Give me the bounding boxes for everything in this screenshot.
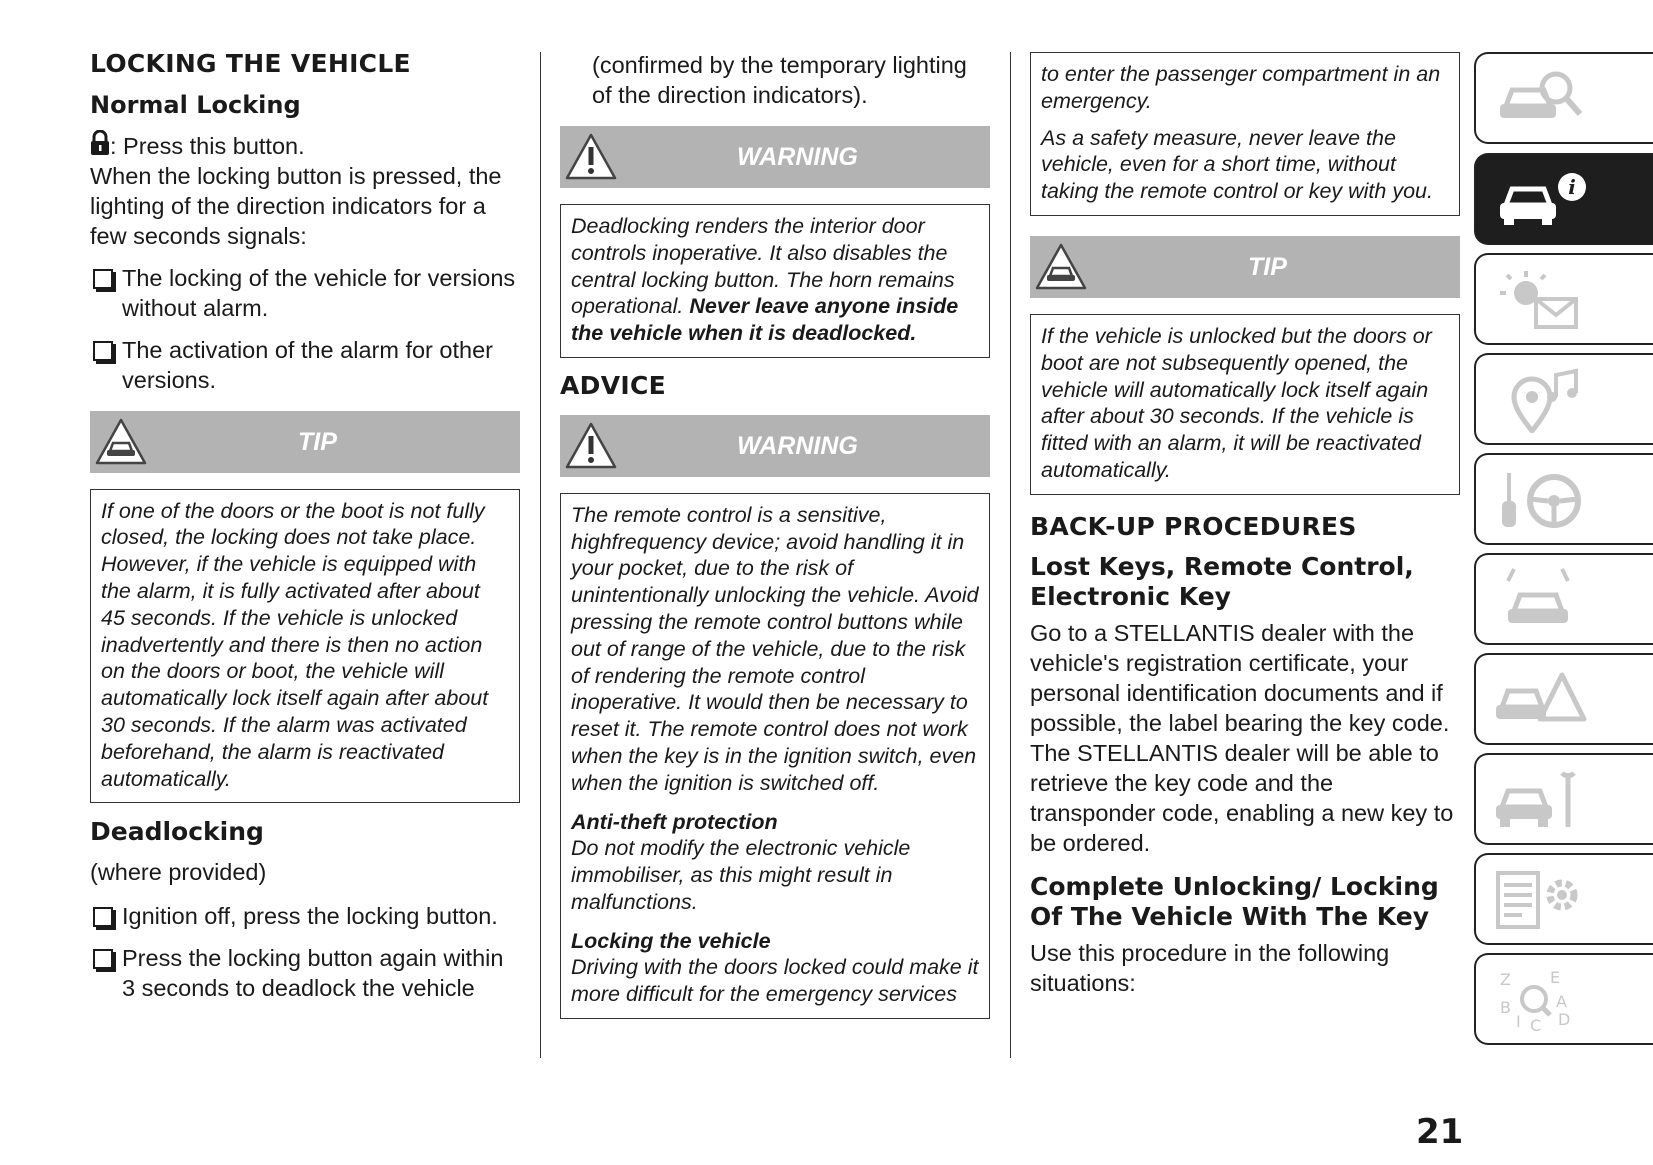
tab-warning-lights[interactable] xyxy=(1474,253,1653,345)
deadlocking-heading: Deadlocking xyxy=(90,817,264,847)
list-item: The activation of the alarm for other versions. xyxy=(90,335,520,395)
tip-text: If the vehicle is unlocked but the doors or boot are not subsequently opened, the vehicle will automatically lock itself again after about 30 seconds. If the vehicle is fitted with an alarm, it will be reactivated automatically. xyxy=(1041,323,1432,482)
tip-label: TIP xyxy=(1248,252,1287,281)
deadlocking-sub: (where provided) xyxy=(90,859,267,886)
alphabetical-index-icon xyxy=(1492,967,1592,1033)
svg-text:A: A xyxy=(1556,992,1567,1011)
car-search-icon xyxy=(1492,66,1592,132)
lost-keys-body-2: The STELLANTIS dealer will be able to retrieve the key code and the transponder code, enabling a new key to be ordered. xyxy=(1030,739,1454,856)
tab-car-search[interactable] xyxy=(1474,52,1653,144)
tab-car-info[interactable] xyxy=(1474,153,1653,245)
column-3 xyxy=(1030,48,1460,998)
warning-band xyxy=(560,415,990,477)
continued-text: to enter the passenger compartment in an emergency. xyxy=(1041,62,1441,113)
lost-keys-heading: Lost Keys, Remote Control, Electronic Key xyxy=(1030,551,1414,611)
svg-text:i: i xyxy=(1568,175,1576,199)
tab-technical-data[interactable] xyxy=(1474,853,1653,945)
column-1 xyxy=(90,48,520,1003)
press-text: : Press this button. xyxy=(110,132,305,159)
list-item: The locking of the vehicle for versions without alarm. xyxy=(90,263,520,323)
tab-service[interactable] xyxy=(1474,753,1653,845)
warning-band xyxy=(560,126,990,188)
backup-heading: BACK-UP PROCEDURES xyxy=(1030,511,1357,541)
tab-index[interactable] xyxy=(1474,953,1653,1045)
svg-text:D: D xyxy=(1558,1010,1571,1029)
column-2 xyxy=(560,48,990,1019)
warning-label: WARNING xyxy=(737,431,858,460)
car-tip-icon xyxy=(94,417,148,467)
complete-unlocking-body: Use this procedure in the following situations: xyxy=(1030,939,1390,996)
column-divider xyxy=(540,52,541,1058)
warning-icon xyxy=(564,421,618,471)
warning-label: WARNING xyxy=(737,143,858,171)
warning-light-message-icon xyxy=(1492,267,1592,333)
warning-note xyxy=(560,493,990,1019)
tip-note xyxy=(90,489,520,804)
tab-emergency[interactable] xyxy=(1474,653,1653,745)
locking-title: Locking the vehicle xyxy=(571,928,771,953)
key-steering-icon xyxy=(1492,467,1592,533)
tip-label: TIP xyxy=(298,427,337,456)
svg-text:C: C xyxy=(1530,1016,1542,1033)
anti-theft-title: Anti-theft protection xyxy=(571,809,778,834)
press-button-line xyxy=(90,130,520,161)
section-title: LOCKING THE VEHICLE xyxy=(90,49,411,78)
locking-body: When the locking button is pressed, the lighting of the direction indicators for a few seconds signals: xyxy=(90,162,502,249)
warning-icon xyxy=(564,132,618,182)
svg-text:E: E xyxy=(1550,968,1561,987)
locking-text: Driving with the doors locked could make it more difficult for the emergency services xyxy=(571,955,979,1007)
warning-text: Deadlocking renders the interior door controls inoperative. It also disables the central locking button. The horn remains operational. Never leave anyone inside the vehicle when it is deadlocked. xyxy=(571,214,959,346)
lost-keys-body: Go to a STELLANTIS dealer with the vehicle's registration certificate, your personal identification documents and if possible, the label bearing the key code. xyxy=(1030,619,1450,736)
tip-band xyxy=(90,411,520,473)
complete-unlocking-heading: Complete Unlocking/ Locking Of The Vehicle With The Key xyxy=(1030,871,1439,931)
car-breakdown-icon xyxy=(1492,667,1592,733)
svg-text:B: B xyxy=(1500,998,1511,1017)
advice-heading: ADVICE xyxy=(560,370,666,400)
tab-media-navigation[interactable] xyxy=(1474,353,1653,445)
list-item: Ignition off, press the locking button. xyxy=(90,901,520,931)
tip-band xyxy=(1030,236,1460,298)
lane-car-icon xyxy=(1492,567,1592,633)
warning-note xyxy=(560,204,990,358)
tip-note xyxy=(1030,314,1460,495)
anti-theft-text: Do not modify the electronic vehicle immobiliser, as this might result in malfunctions. xyxy=(571,836,911,914)
car-info-icon xyxy=(1492,167,1592,233)
continuation-text: (confirmed by the temporary lighting of the direction indicators). xyxy=(592,52,967,108)
tip-text: If one of the doors or the boot is not fully closed, the locking does not take place. However, if the vehicle is equipped with the alarm, it is fully activated after about 45 seconds. If the vehicle is unlocked inadvertently and there is then no action on the doors or boot, the vehicle will automatically lock itself again after about 30 seconds. If the alarm was activated beforehand, the alarm is reactivated automatically. xyxy=(101,498,489,791)
continued-note xyxy=(1030,52,1460,216)
technical-data-icon xyxy=(1492,867,1592,933)
column-divider xyxy=(1010,52,1011,1058)
safety-text: As a safety measure, never leave the vehicle, even for a short time, without taking the remote control or key with you. xyxy=(1041,125,1433,204)
lock-icon xyxy=(90,130,110,156)
svg-text:I: I xyxy=(1516,1012,1521,1031)
svg-text:Z: Z xyxy=(1500,970,1511,989)
media-navigation-icon xyxy=(1492,367,1592,433)
tab-driver-assist[interactable] xyxy=(1474,553,1653,645)
car-service-icon xyxy=(1492,767,1592,833)
car-tip-icon xyxy=(1034,242,1088,292)
normal-locking-heading: Normal Locking xyxy=(90,90,301,119)
list-item: Press the locking button again within 3 seconds to deadlock the vehicle xyxy=(90,943,520,1003)
warning-text: The remote control is a sensitive, highfrequency device; avoid handling it in your pocket, due to the risk of unintentionally unlocking the vehicle. Avoid pressing the remote control buttons while out of range of the vehicle, due to the risk of rendering the remote control inoperative. It would then be necessary to reset it. The remote control does not work when the key is in the ignition switch, even when the ignition is switched off. xyxy=(571,502,979,795)
tab-key-steering[interactable] xyxy=(1474,453,1653,545)
page-number: 21 xyxy=(1416,1112,1464,1152)
